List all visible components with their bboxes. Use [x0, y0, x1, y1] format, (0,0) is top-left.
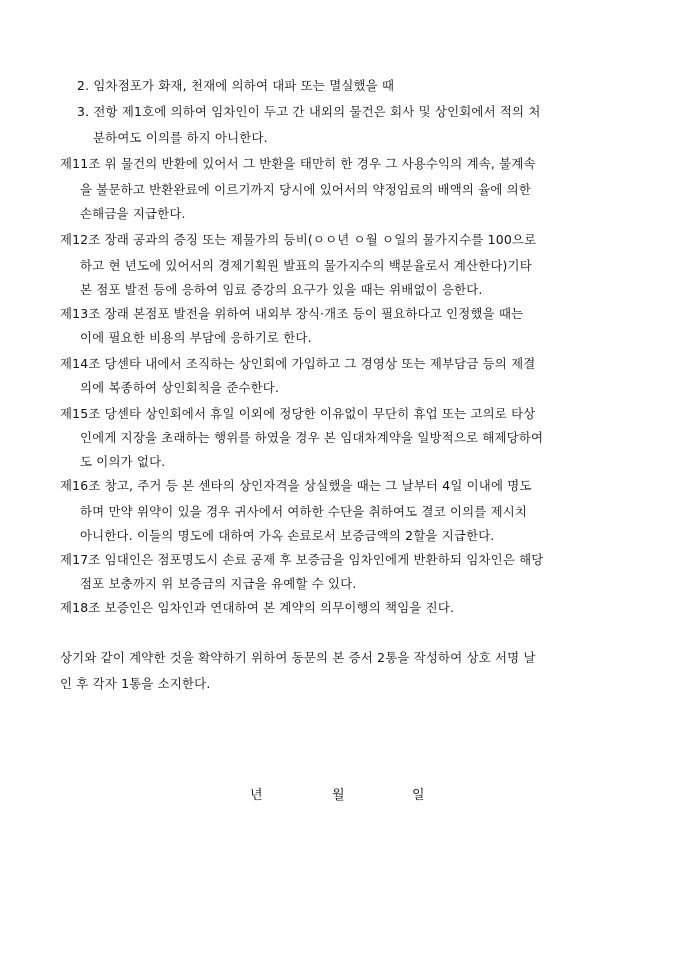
article-14-line-1: 제14조 당센타 내에서 조직하는 상인회에 가입하고 그 경영상 또는 제부담금 등의 제결 — [60, 356, 536, 371]
article-15-line-3: 도 이의가 없다. — [80, 454, 166, 469]
closing-line-2: 인 후 각자 1통을 소지한다. — [60, 676, 211, 691]
article-12-line-3: 본 점포 발전 등에 응하여 임료 증강의 요구가 있을 때는 위배없이 응한다. — [80, 282, 483, 297]
article-15-line-1: 제15조 당센타 상인회에서 휴일 이외에 정당한 이유없이 무단히 휴업 또는 고의로 타상 — [60, 406, 536, 421]
closing-line-1: 상기와 같이 계약한 것을 확약하기 위하여 동문의 본 증서 2통을 작성하여 상호 서명 날 — [60, 650, 536, 665]
article-17-line-1: 제17조 임대인은 점포명도시 손료 공제 후 보증금을 임차인에게 반환하되 임차인은 해당 — [60, 552, 544, 567]
article-11-line-3: 손해금을 지급한다. — [80, 206, 186, 221]
article-12-line-2: 하고 현 년도에 있어서의 경제기획원 발표의 물가지수의 백분율로서 계산한다)기타 — [80, 258, 532, 273]
article-11-line-1: 제11조 위 물건의 반환에 있어서 그 반환을 태만히 한 경우 그 사용수익의 계속, 불계속 — [60, 156, 536, 171]
item-2-line-1: 2. 임차점포가 화재, 천재에 의하여 대파 또는 멸실했을 때 — [77, 78, 395, 93]
date-year-label: 년 — [250, 788, 263, 803]
date-day-label: 일 — [412, 788, 425, 803]
article-14-line-2: 의에 복종하여 상인회칙을 준수한다. — [80, 380, 280, 395]
article-18-line-1: 제18조 보증인은 임차인과 연대하여 본 계약의 의무이행의 책임을 진다. — [60, 600, 455, 615]
article-16-line-3: 아니한다. 이들의 명도에 대하여 가옥 손료로서 보증금액의 2할을 지급한다. — [80, 528, 495, 543]
article-13-line-2: 이에 필요한 비용의 부담에 응하기로 한다. — [80, 330, 312, 345]
item-3-line-1: 3. 전항 제1호에 의하여 임차인이 두고 간 내외의 물건은 회사 및 상인회에서 적의 처 — [77, 104, 541, 119]
date-month-label: 월 — [332, 788, 345, 803]
article-16-line-1: 제16조 창고, 주거 등 본 센타의 상인자격을 상실했을 때는 그 날부터 4일 이내에 명도 — [60, 478, 532, 493]
article-12-line-1: 제12조 장래 공과의 증징 또는 제물가의 등비(ㅇㅇ년 ㅇ월 ㅇ일의 물가지수를 100으로 — [60, 232, 537, 247]
article-16-line-2: 하며 만약 위약이 있을 경우 귀사에서 여하한 수단을 취하여도 결코 이의를 제시치 — [80, 504, 528, 519]
article-13-line-1: 제13조 장래 본점포 발전을 위하여 내외부 장식·개조 등이 필요하다고 인정했을 때는 — [60, 306, 524, 321]
article-17-line-2: 점포 보충까지 위 보증금의 지급을 유예할 수 있다. — [80, 576, 357, 591]
article-15-line-2: 인에게 지장을 초래하는 행위를 하였을 경우 본 임대차계약을 일방적으로 해제당하여 — [80, 430, 544, 445]
article-11-line-2: 을 불문하고 반환완료에 이르기까지 당시에 있어서의 약정임료의 배액의 율에 의한 — [80, 182, 532, 197]
item-3-line-2: 분하여도 이의를 하지 아니한다. — [93, 130, 268, 145]
